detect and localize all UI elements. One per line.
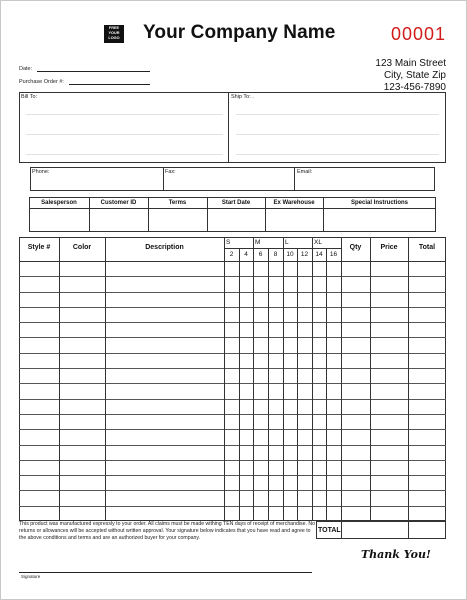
ship-to-line[interactable] bbox=[236, 134, 439, 135]
bill-to-line[interactable] bbox=[26, 114, 223, 115]
table-row-line bbox=[19, 460, 446, 461]
table-row-line bbox=[19, 475, 446, 476]
size-8: 8 bbox=[273, 251, 278, 258]
color-header: Color bbox=[72, 244, 92, 251]
qty-header: Qty bbox=[349, 244, 362, 251]
table-row-line bbox=[19, 353, 446, 354]
table-row-line bbox=[19, 490, 446, 491]
logo-text-logo: LOGO bbox=[108, 36, 120, 40]
fax-label: Fax: bbox=[165, 169, 176, 175]
terms-text: This product was manufactured expressly to your order. All claims must be made withing TEN days of receipt of merchandise. No returns or allowances will be accepted without written approval. Your signature below indicates that you have read and agree to the above conditions and terms and are an authorized buyer for your company. bbox=[19, 521, 316, 541]
total-header: Total bbox=[418, 244, 436, 251]
email-label: Email: bbox=[297, 169, 313, 175]
size-14: 14 bbox=[315, 251, 323, 258]
form-number: 00001 bbox=[391, 24, 447, 44]
column-divider bbox=[105, 237, 106, 521]
size-sub-divider bbox=[297, 248, 298, 521]
size-sub-divider bbox=[268, 248, 269, 521]
style-header: Style # bbox=[27, 244, 51, 251]
ship-to-line[interactable] bbox=[236, 114, 439, 115]
signature-label: Signature bbox=[21, 574, 41, 579]
size-group-s: S bbox=[226, 239, 231, 246]
logo-text-your: YOUR bbox=[108, 31, 120, 35]
size-group-m: M bbox=[255, 239, 261, 246]
salesperson-header: Salesperson bbox=[41, 200, 77, 206]
size-10: 10 bbox=[286, 251, 294, 258]
table-row-line bbox=[19, 399, 446, 400]
address-divider bbox=[228, 92, 229, 163]
company-logo bbox=[104, 25, 124, 43]
table-row-line bbox=[19, 292, 446, 293]
table-row-line bbox=[19, 429, 446, 430]
terms-header: Terms bbox=[168, 200, 187, 206]
table-row-line bbox=[19, 445, 446, 446]
ex-warehouse-header: Ex Warehouse bbox=[273, 200, 315, 206]
date-label: Date: bbox=[19, 66, 33, 72]
total-divider bbox=[341, 521, 342, 539]
column-divider bbox=[59, 237, 60, 521]
special-instructions-header: Special Instructions bbox=[350, 200, 408, 206]
size-group-divider bbox=[312, 237, 313, 521]
start-date-header: Start Date bbox=[221, 200, 251, 206]
table-row-line bbox=[19, 383, 446, 384]
size-group-xl: XL bbox=[314, 239, 322, 246]
size-2: 2 bbox=[229, 251, 234, 258]
ship-to-line[interactable] bbox=[236, 154, 439, 155]
table-row-line bbox=[19, 506, 446, 507]
size-6: 6 bbox=[258, 251, 263, 258]
size-group-divider bbox=[283, 237, 284, 521]
table-row-line bbox=[19, 337, 446, 338]
size-group-divider bbox=[253, 237, 254, 521]
table-row-line bbox=[19, 414, 446, 415]
size-16: 16 bbox=[329, 251, 338, 258]
column-divider bbox=[224, 237, 225, 521]
contact-divider bbox=[294, 167, 295, 191]
size-sub-divider bbox=[326, 248, 327, 521]
address-box bbox=[19, 92, 446, 163]
column-divider bbox=[341, 237, 342, 521]
address-street: 123 Main Street bbox=[375, 58, 446, 69]
size-4: 4 bbox=[244, 251, 248, 258]
bill-to-line[interactable] bbox=[26, 154, 223, 155]
signature-line[interactable] bbox=[19, 572, 312, 573]
order-info-header-line bbox=[29, 208, 436, 209]
date-field[interactable] bbox=[37, 71, 150, 72]
table-row-line bbox=[19, 322, 446, 323]
size-12: 12 bbox=[300, 251, 309, 258]
company-phone: 123-456-7890 bbox=[383, 82, 446, 93]
contact-box bbox=[30, 167, 435, 191]
phone-label: Phone: bbox=[32, 169, 50, 175]
column-divider bbox=[408, 237, 409, 521]
size-group-l: L bbox=[285, 239, 289, 246]
purchase-order-field[interactable] bbox=[69, 84, 150, 85]
table-row-line bbox=[19, 276, 446, 277]
description-header: Description bbox=[145, 244, 184, 251]
address-city: City, State Zip bbox=[383, 70, 446, 81]
table-row-line bbox=[19, 368, 446, 369]
items-table bbox=[19, 237, 446, 521]
logo-text-free: FREE bbox=[108, 26, 120, 30]
total-divider bbox=[408, 521, 409, 539]
company-name: Your Company Name bbox=[143, 22, 336, 43]
items-header-line bbox=[19, 261, 446, 262]
size-header-line bbox=[224, 248, 341, 249]
customer-id-header: Customer ID bbox=[100, 200, 137, 206]
price-header: Price bbox=[380, 244, 398, 251]
size-sub-divider bbox=[239, 248, 240, 521]
contact-divider bbox=[163, 167, 164, 191]
thank-you-text: Thank You! bbox=[361, 548, 431, 561]
column-divider bbox=[370, 237, 371, 521]
total-label: TOTAL bbox=[318, 527, 341, 534]
bill-to-label: Bill To: bbox=[21, 94, 38, 100]
purchase-order-label: Purchase Order #: bbox=[19, 79, 64, 85]
table-row-line bbox=[19, 307, 446, 308]
bill-to-line[interactable] bbox=[26, 134, 223, 135]
ship-to-label: Ship To: . bbox=[231, 94, 254, 100]
